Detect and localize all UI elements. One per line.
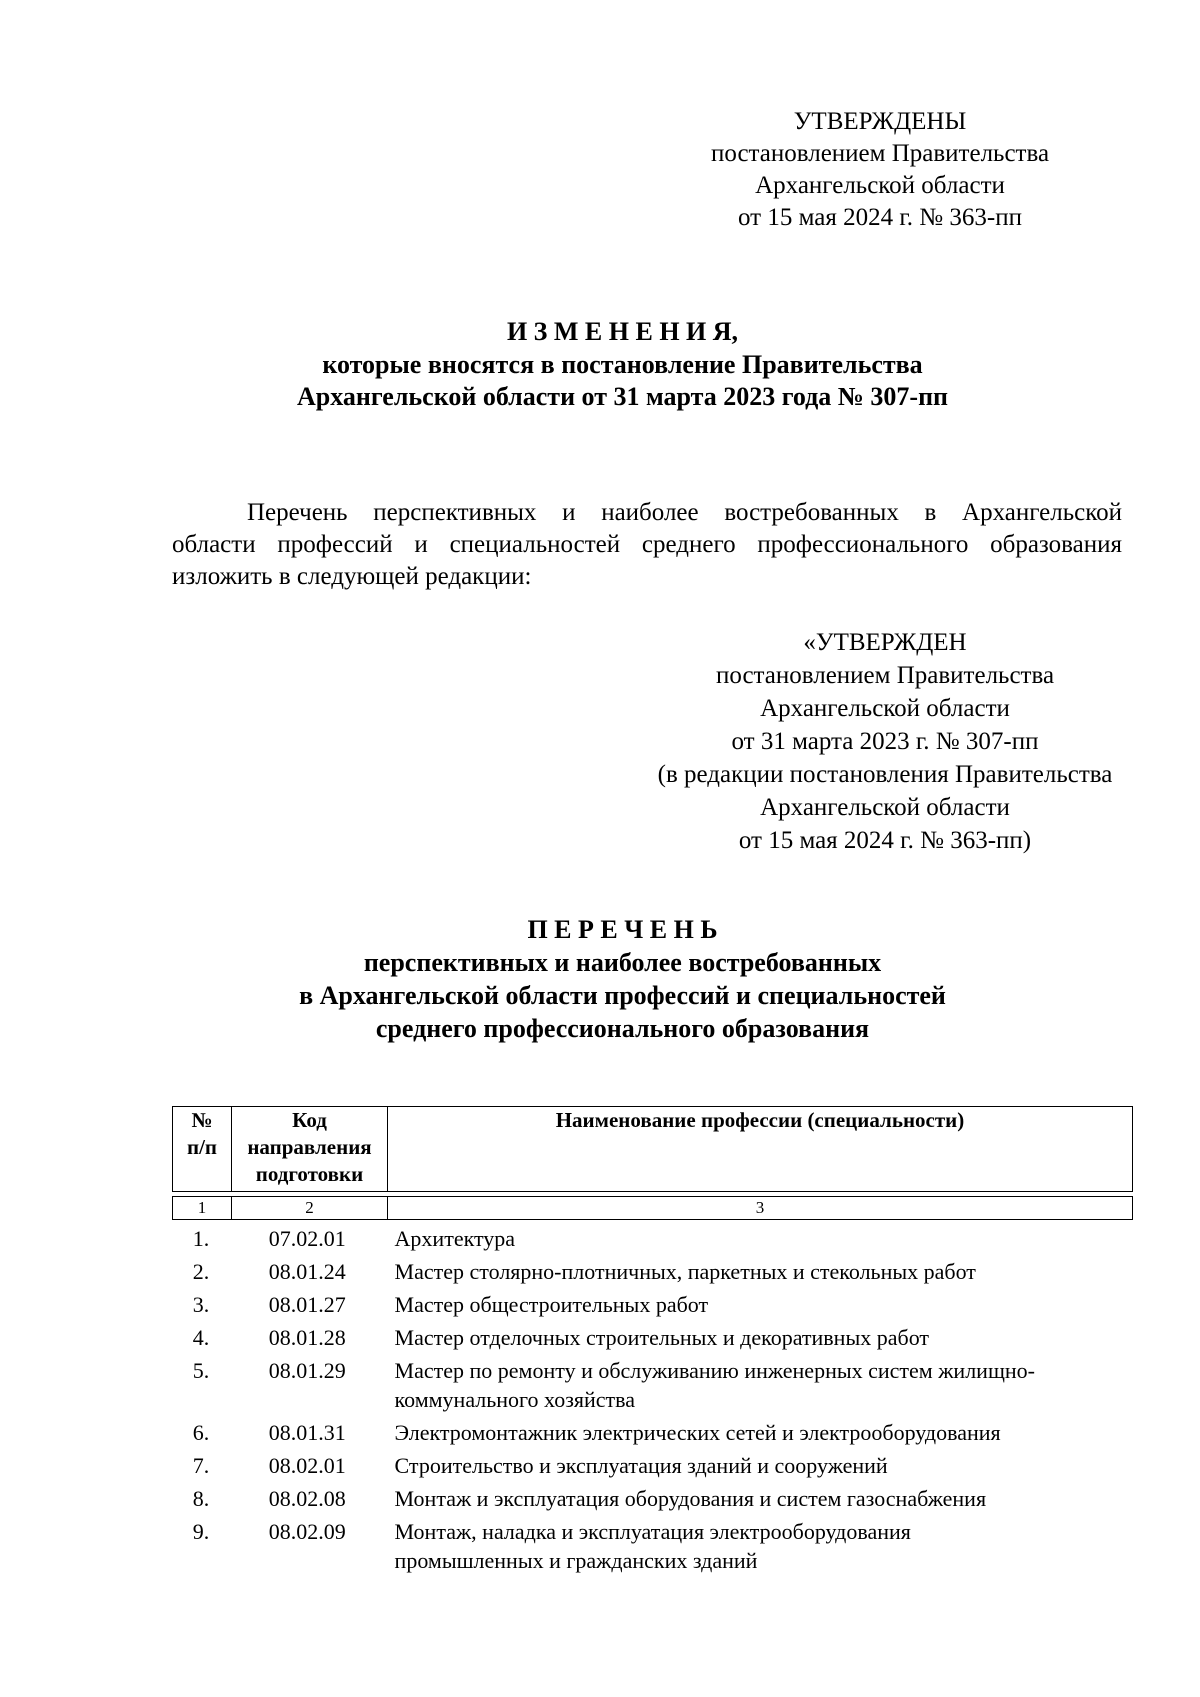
row-name-line: коммунального хозяйства [394,1387,636,1412]
row-name-line: Мастер столярно-плотничных, паркетных и стекольных работ [394,1259,976,1284]
inner-approval-line: (в редакции постановления Правительства [657,761,1113,788]
column-numbers-row [172,1196,1133,1220]
table-row [172,1290,1133,1319]
inner-approval-line: Архангельской области [760,695,1010,722]
table-row [172,1451,1133,1480]
row-name-line: Строительство и эксплуатация зданий и сооружений [394,1453,888,1478]
row-code: 08.02.09 [268,1519,346,1544]
column-number: 2 [232,1197,388,1220]
row-name-line: Монтаж и эксплуатация оборудования и систем газоснабжения [394,1486,987,1511]
row-code: 08.01.24 [268,1259,346,1284]
list-title-line: среднего профессионального образования [375,1014,870,1043]
row-name-line: Мастер общестроительных работ [394,1292,709,1317]
list-title-heading: П Е Р Е Ч Е Н Ь [527,915,718,944]
row-number: 9. [192,1519,210,1544]
inner-approval-line: постановлением Правительства [715,662,1055,689]
row-code: 08.02.01 [268,1453,346,1478]
table-row [172,1418,1133,1447]
row-number: 3. [192,1292,210,1317]
table-row [172,1356,1133,1414]
row-name [385,1257,1133,1286]
table-row [172,1323,1133,1352]
row-code: 08.01.28 [268,1325,346,1350]
row-name-line: Архитектура [394,1226,516,1251]
row-name [385,1418,1133,1447]
inner-approval-heading: «УТВЕРЖДЕН [803,629,967,656]
inner-approval-date: от 15 мая 2024 г. № 363-пп) [738,827,1032,854]
table-body [172,1224,1133,1579]
row-number: 4. [192,1325,210,1350]
row-code: 08.02.08 [268,1486,346,1511]
list-title-line: перспективных и наиболее востребованных [363,948,882,977]
row-code: 07.02.01 [268,1226,346,1251]
header-cell-name: Наименование профессии (специальности) [388,1107,1133,1192]
row-name [385,1517,1133,1575]
table-row [172,1517,1133,1575]
column-number: 3 [388,1197,1133,1220]
intro-line: Перечень перспективных и наиболее востребованных в Архангельской [247,499,1122,526]
changes-title-heading: И З М Е Н Е Н И Я, [506,317,739,346]
changes-title-line: Архангельской области от 31 марта 2023 года № 307-пп [296,382,949,411]
row-code: 08.01.27 [268,1292,346,1317]
changes-title-line: которые вносятся в постановление Правительства [322,350,923,379]
column-number: 1 [173,1197,232,1220]
row-number: 8. [192,1486,210,1511]
row-number: 2. [192,1259,210,1284]
row-number: 5. [192,1358,210,1383]
inner-approval-date: от 31 марта 2023 г. № 307-пп [731,728,1039,755]
approval-line: постановлением Правительства [710,140,1050,167]
intro-line: области профессий и специальностей среднего профессионального образования [172,531,1122,558]
row-name [385,1451,1133,1480]
row-name-line: Электромонтажник электрических сетей и электрооборудования [394,1420,1001,1445]
approval-heading: УТВЕРЖДЕНЫ [793,108,967,135]
row-name [385,1290,1133,1319]
row-code: 08.01.29 [268,1358,346,1383]
table-row [172,1257,1133,1286]
approval-date: от 15 мая 2024 г. № 363-пп [738,204,1022,231]
row-name [385,1224,1133,1253]
row-name-line: Мастер отделочных строительных и декоративных работ [394,1325,930,1350]
table-row [172,1224,1133,1253]
row-number: 7. [192,1453,210,1478]
row-name [385,1484,1133,1513]
table-row [172,1484,1133,1513]
intro-line: изложить в следующей редакции: [172,563,532,590]
header-cell-num: № п/п [173,1107,232,1192]
table-header [172,1106,1133,1192]
row-name [385,1323,1133,1352]
intro-paragraph [172,497,1122,593]
inner-approval-line: Архангельской области [760,794,1010,821]
row-name-line: промышленных и гражданских зданий [394,1548,758,1573]
row-number: 1. [192,1226,210,1251]
row-name-line: Монтаж, наладка и эксплуатация электрооборудования [394,1519,911,1544]
row-name [385,1356,1133,1414]
list-title-line: в Архангельской области профессий и специальностей [299,981,946,1010]
approval-line: Архангельской области [755,172,1005,199]
header-cell-code: Код направления подготовки [232,1107,388,1192]
row-code: 08.01.31 [268,1420,346,1445]
row-name-line: Мастер по ремонту и обслуживанию инженерных систем жилищно- [394,1358,1035,1383]
row-number: 6. [192,1420,210,1445]
